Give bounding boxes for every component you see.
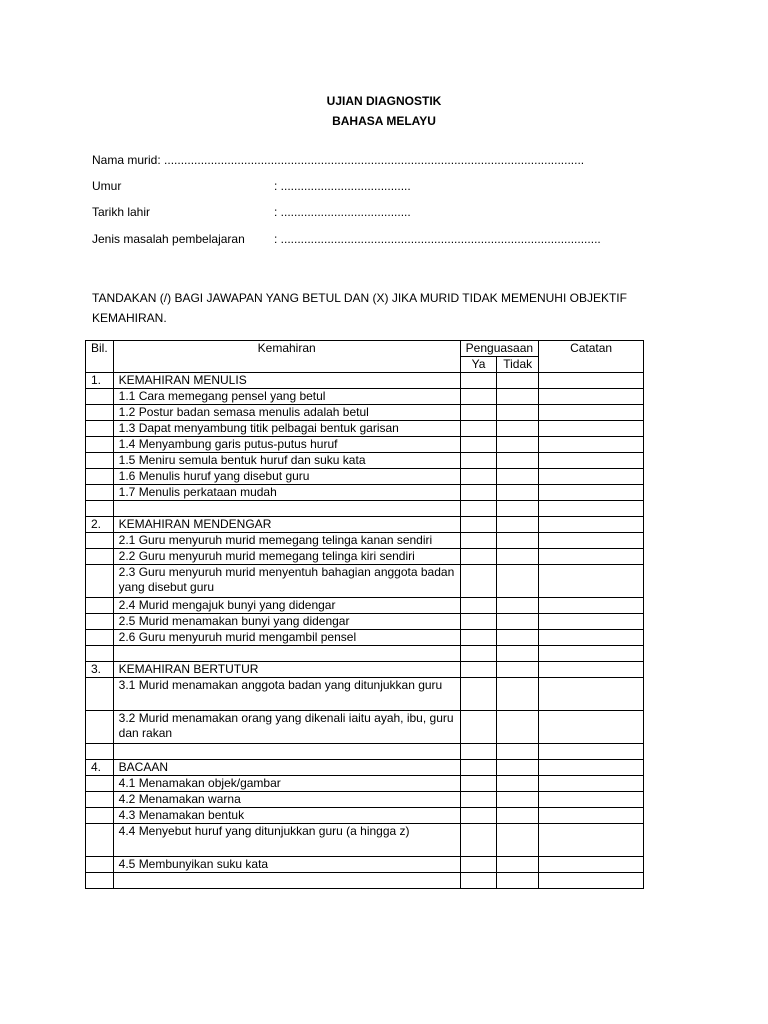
cell-tidak: [497, 421, 539, 437]
table-row: [86, 533, 644, 549]
table-row: [86, 760, 644, 776]
cell-bil: [86, 453, 114, 469]
cell-ya: [460, 485, 497, 501]
cell-bil: 1.: [86, 373, 114, 389]
cell-kemahiran: 1.6 Menulis huruf yang disebut guru: [113, 469, 460, 485]
table-row: [86, 565, 644, 598]
cell-tidak: [497, 453, 539, 469]
cell-kemahiran: 1.5 Meniru semula bentuk huruf dan suku kata: [113, 453, 460, 469]
cell-ya: [460, 533, 497, 549]
header-penguasaan: Penguasaan: [460, 341, 538, 357]
cell-catatan: [539, 485, 644, 501]
cell-ya: [460, 614, 497, 630]
instruction-text: TANDAKAN (/) BAGI JAWAPAN YANG BETUL DAN (X) JIKA MURID TIDAK MEMENUHI OBJEKTIF KEMAHIRAN.: [92, 291, 627, 325]
cell-kemahiran: 4.3 Menamakan bentuk: [113, 808, 460, 824]
cell-ya: [460, 808, 497, 824]
cell-kemahiran: 2.1 Guru menyuruh murid memegang telinga kanan sendiri: [113, 533, 460, 549]
header-tidak: Tidak: [497, 357, 539, 373]
cell-bil: [86, 437, 114, 453]
table-row: [86, 662, 644, 678]
cell-catatan: [539, 646, 644, 662]
cell-ya: [460, 824, 497, 857]
cell-ya: [460, 373, 497, 389]
cell-catatan: [539, 760, 644, 776]
cell-tidak: [497, 824, 539, 857]
table-row: [86, 711, 644, 744]
cell-ya: [460, 501, 497, 517]
cell-bil: [86, 501, 114, 517]
cell-catatan: [539, 776, 644, 792]
cell-ya: [460, 469, 497, 485]
cell-bil: 3.: [86, 662, 114, 678]
cell-kemahiran: [113, 646, 460, 662]
cell-tidak: [497, 808, 539, 824]
cell-kemahiran: 2.4 Murid mengajuk bunyi yang didengar: [113, 598, 460, 614]
cell-catatan: [539, 614, 644, 630]
cell-tidak: [497, 598, 539, 614]
cell-tidak: [497, 373, 539, 389]
cell-catatan: [539, 501, 644, 517]
field-value: : ................................................................................................: [274, 232, 601, 246]
cell-catatan: [539, 421, 644, 437]
table-row: [86, 873, 644, 889]
field-value: : .......................................: [274, 179, 411, 193]
cell-kemahiran: 3.1 Murid menamakan anggota badan yang ditunjukkan guru: [113, 678, 460, 711]
cell-catatan: [539, 873, 644, 889]
header-ya: Ya: [460, 357, 497, 373]
cell-tidak: [497, 760, 539, 776]
field-value: ..............................................................................................................................: [164, 153, 585, 167]
cell-tidak: [497, 678, 539, 711]
cell-catatan: [539, 711, 644, 744]
cell-bil: [86, 646, 114, 662]
field-nama-murid: [92, 153, 584, 167]
cell-kemahiran: 2.6 Guru menyuruh murid mengambil pensel: [113, 630, 460, 646]
cell-ya: [460, 389, 497, 405]
cell-catatan: [539, 824, 644, 857]
cell-bil: [86, 776, 114, 792]
cell-kemahiran: KEMAHIRAN MENDENGAR: [113, 517, 460, 533]
table-row: [86, 405, 644, 421]
cell-tidak: [497, 646, 539, 662]
table-row: [86, 373, 644, 389]
cell-ya: [460, 776, 497, 792]
field-value: : .......................................: [274, 205, 411, 219]
cell-kemahiran: 2.5 Murid menamakan bunyi yang didengar: [113, 614, 460, 630]
cell-catatan: [539, 437, 644, 453]
cell-bil: [86, 421, 114, 437]
table-row: [86, 389, 644, 405]
cell-bil: [86, 389, 114, 405]
cell-tidak: [497, 469, 539, 485]
header-kemahiran: Kemahiran: [113, 341, 460, 373]
table-row: [86, 437, 644, 453]
table-row: [86, 453, 644, 469]
cell-catatan: [539, 373, 644, 389]
table-row: [86, 808, 644, 824]
cell-tidak: [497, 485, 539, 501]
field-label: Nama murid:: [92, 153, 161, 167]
cell-tidak: [497, 662, 539, 678]
document-title: UJIAN DIAGNOSTIK: [326, 94, 442, 108]
cell-bil: [86, 598, 114, 614]
cell-kemahiran: 4.5 Membunyikan suku kata: [113, 857, 460, 873]
table-row: [86, 549, 644, 565]
skills-table: [85, 340, 644, 889]
cell-kemahiran: 4.2 Menamakan warna: [113, 792, 460, 808]
cell-kemahiran: BACAAN: [113, 760, 460, 776]
cell-catatan: [539, 678, 644, 711]
cell-bil: 4.: [86, 760, 114, 776]
cell-kemahiran: 1.2 Postur badan semasa menulis adalah betul: [113, 405, 460, 421]
table-row: [86, 485, 644, 501]
cell-kemahiran: 1.3 Dapat menyambung titik pelbagai bentuk garisan: [113, 421, 460, 437]
cell-catatan: [539, 405, 644, 421]
cell-tidak: [497, 614, 539, 630]
cell-catatan: [539, 533, 644, 549]
table-row: [86, 857, 644, 873]
cell-bil: [86, 808, 114, 824]
cell-ya: [460, 421, 497, 437]
cell-catatan: [539, 549, 644, 565]
cell-tidak: [497, 501, 539, 517]
cell-ya: [460, 437, 497, 453]
cell-kemahiran: [113, 744, 460, 760]
cell-ya: [460, 792, 497, 808]
table-row: [86, 517, 644, 533]
cell-bil: [86, 485, 114, 501]
cell-bil: 2.: [86, 517, 114, 533]
cell-tidak: [497, 857, 539, 873]
field-label: Umur: [92, 179, 122, 193]
cell-ya: [460, 873, 497, 889]
cell-catatan: [539, 517, 644, 533]
cell-ya: [460, 517, 497, 533]
table-row: [86, 776, 644, 792]
cell-ya: [460, 565, 497, 598]
cell-catatan: [539, 389, 644, 405]
cell-bil: [86, 711, 114, 744]
table-row: [86, 646, 644, 662]
cell-kemahiran: 4.1 Menamakan objek/gambar: [113, 776, 460, 792]
cell-kemahiran: KEMAHIRAN MENULIS: [113, 373, 460, 389]
table-row: [86, 630, 644, 646]
cell-catatan: [539, 792, 644, 808]
cell-bil: [86, 405, 114, 421]
cell-ya: [460, 549, 497, 565]
cell-ya: [460, 598, 497, 614]
cell-kemahiran: 1.4 Menyambung garis putus-putus huruf: [113, 437, 460, 453]
cell-kemahiran: 1.1 Cara memegang pensel yang betul: [113, 389, 460, 405]
cell-bil: [86, 565, 114, 598]
cell-ya: [460, 453, 497, 469]
cell-bil: [86, 533, 114, 549]
header-bil: Bil.: [86, 341, 114, 373]
cell-tidak: [497, 776, 539, 792]
field-tarikh-lahir: [92, 205, 411, 219]
cell-tidak: [497, 405, 539, 421]
cell-bil: [86, 824, 114, 857]
cell-catatan: [539, 598, 644, 614]
cell-catatan: [539, 469, 644, 485]
cell-tidak: [497, 711, 539, 744]
cell-ya: [460, 678, 497, 711]
table-row: [86, 469, 644, 485]
field-label: Tarikh lahir: [92, 205, 151, 219]
cell-tidak: [497, 873, 539, 889]
cell-tidak: [497, 437, 539, 453]
cell-catatan: [539, 744, 644, 760]
cell-tidak: [497, 744, 539, 760]
document-subtitle: BAHASA MELAYU: [332, 114, 436, 128]
cell-ya: [460, 760, 497, 776]
cell-bil: [86, 873, 114, 889]
cell-ya: [460, 646, 497, 662]
cell-tidak: [497, 517, 539, 533]
cell-ya: [460, 405, 497, 421]
cell-kemahiran: 2.3 Guru menyuruh murid menyentuh bahagian anggota badan yang disebut guru: [113, 565, 460, 598]
cell-tidak: [497, 533, 539, 549]
cell-tidak: [497, 792, 539, 808]
cell-bil: [86, 549, 114, 565]
cell-ya: [460, 857, 497, 873]
cell-ya: [460, 744, 497, 760]
cell-kemahiran: 4.4 Menyebut huruf yang ditunjukkan guru (a hingga z): [113, 824, 460, 857]
header-catatan: Catatan: [539, 341, 644, 373]
cell-catatan: [539, 808, 644, 824]
table-row: [86, 614, 644, 630]
cell-bil: [86, 469, 114, 485]
table-row: [86, 421, 644, 437]
cell-bil: [86, 744, 114, 760]
cell-ya: [460, 711, 497, 744]
cell-ya: [460, 662, 497, 678]
table-row: [86, 598, 644, 614]
field-umur: [92, 179, 411, 193]
cell-catatan: [539, 453, 644, 469]
cell-tidak: [497, 389, 539, 405]
table-row: [86, 501, 644, 517]
cell-tidak: [497, 565, 539, 598]
cell-bil: [86, 614, 114, 630]
cell-kemahiran: [113, 873, 460, 889]
table-row: [86, 744, 644, 760]
field-label: Jenis masalah pembelajaran: [92, 232, 245, 246]
cell-bil: [86, 678, 114, 711]
table-row: [86, 792, 644, 808]
cell-kemahiran: [113, 501, 460, 517]
table-row: [86, 678, 644, 711]
cell-bil: [86, 792, 114, 808]
cell-bil: [86, 857, 114, 873]
cell-catatan: [539, 565, 644, 598]
table-row: [86, 824, 644, 857]
cell-kemahiran: 3.2 Murid menamakan orang yang dikenali iaitu ayah, ibu, guru dan rakan: [113, 711, 460, 744]
cell-ya: [460, 630, 497, 646]
cell-bil: [86, 630, 114, 646]
cell-catatan: [539, 630, 644, 646]
cell-kemahiran: 1.7 Menulis perkataan mudah: [113, 485, 460, 501]
field-jenis-masalah: [92, 232, 601, 246]
cell-catatan: [539, 662, 644, 678]
cell-kemahiran: KEMAHIRAN BERTUTUR: [113, 662, 460, 678]
cell-catatan: [539, 857, 644, 873]
cell-kemahiran: 2.2 Guru menyuruh murid memegang telinga kiri sendiri: [113, 549, 460, 565]
cell-tidak: [497, 549, 539, 565]
cell-tidak: [497, 630, 539, 646]
